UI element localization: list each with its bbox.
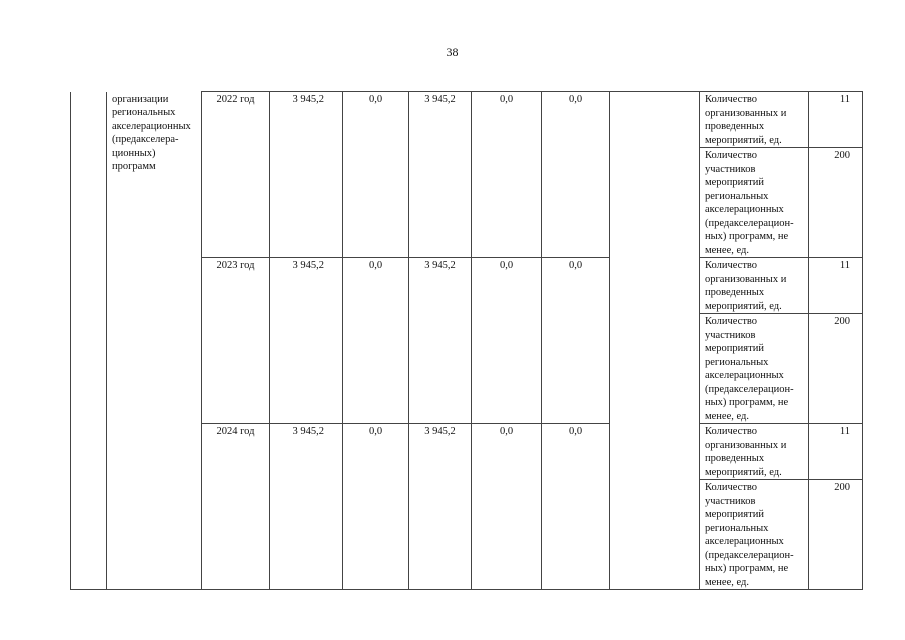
federal-amount-cell: 0,0 xyxy=(343,424,409,590)
indicator-name-cell: Количество участников мероприятий региональных акселерационных (предакселерационных) программ, не менее, ед. xyxy=(700,148,809,258)
indicator-value-cell: 200 xyxy=(809,314,863,424)
indicator-value-cell: 200 xyxy=(809,480,863,590)
indicator-name-cell: Количество организованных и проведенных мероприятий, ед. xyxy=(700,258,809,314)
event-name-cell: организации региональных акселерационных (предакселерационных) программ xyxy=(107,92,202,590)
executor-cell xyxy=(610,92,700,590)
page-number: 38 xyxy=(446,45,459,59)
indicator-name-cell: Количество организованных и проведенных мероприятий, ед. xyxy=(700,92,809,148)
total-amount-cell: 3 945,2 xyxy=(270,92,343,258)
year-cell: 2022 год xyxy=(202,92,270,258)
regional-amount-cell: 3 945,2 xyxy=(409,258,472,424)
regional-amount-cell: 3 945,2 xyxy=(409,424,472,590)
indicator-name-cell: Количество участников мероприятий региональных акселерационных (предакселерационных) программ, не менее, ед. xyxy=(700,480,809,590)
other-amount-cell: 0,0 xyxy=(542,92,610,258)
total-amount-cell: 3 945,2 xyxy=(270,258,343,424)
federal-amount-cell: 0,0 xyxy=(343,258,409,424)
table-row xyxy=(71,92,863,148)
local-amount-cell: 0,0 xyxy=(472,92,542,258)
indicator-name-cell: Количество участников мероприятий региональных акселерационных (предакселерационных) программ, не менее, ед. xyxy=(700,314,809,424)
federal-amount-cell: 0,0 xyxy=(343,92,409,258)
other-amount-cell: 0,0 xyxy=(542,424,610,590)
regional-amount-cell: 3 945,2 xyxy=(409,92,472,258)
year-cell: 2023 год xyxy=(202,258,270,424)
program-events-table xyxy=(70,91,863,590)
indicator-value-cell: 11 xyxy=(809,258,863,314)
indicator-name-cell: Количество организованных и проведенных мероприятий, ед. xyxy=(700,424,809,480)
local-amount-cell: 0,0 xyxy=(472,258,542,424)
local-amount-cell: 0,0 xyxy=(472,424,542,590)
year-cell: 2024 год xyxy=(202,424,270,590)
total-amount-cell: 3 945,2 xyxy=(270,424,343,590)
other-amount-cell: 0,0 xyxy=(542,258,610,424)
indicator-value-cell: 11 xyxy=(809,424,863,480)
indicator-value-cell: 200 xyxy=(809,148,863,258)
indicator-value-cell: 11 xyxy=(809,92,863,148)
event-index-cell xyxy=(71,92,107,590)
